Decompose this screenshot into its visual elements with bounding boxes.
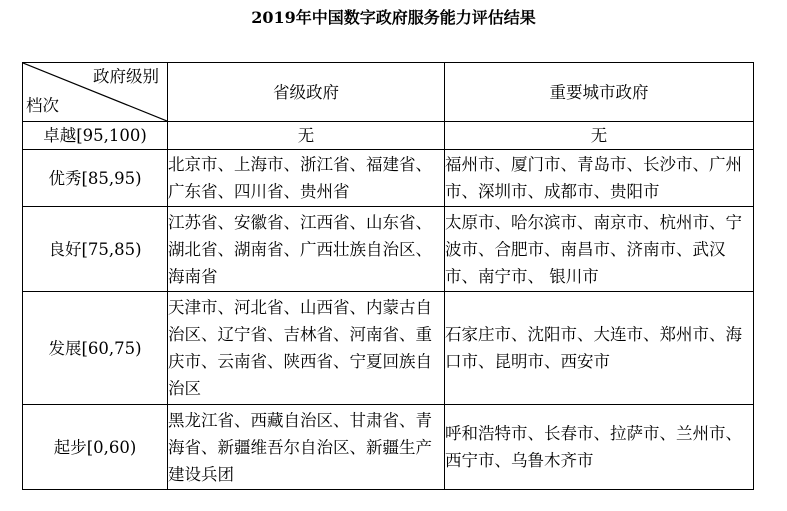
city-cell: 福州市、厦门市、青岛市、长沙市、广州市、深圳市、成都市、贵阳市: [445, 150, 754, 207]
header-province: 省级政府: [168, 63, 445, 122]
tier-label-text: 良好[75,85): [48, 239, 142, 259]
header-row: [23, 63, 754, 122]
tier-label: [23, 122, 168, 150]
table-row: [23, 150, 754, 207]
province-cell: 江苏省、安徽省、江西省、山东省、湖北省、湖南省、广西壮族自治区、海南省: [168, 207, 445, 292]
table-row: [23, 405, 754, 490]
province-cell: 无: [168, 122, 445, 150]
tier-label: [23, 292, 168, 405]
tier-label-text: 起步[0,60): [53, 437, 137, 457]
table-row: [23, 292, 754, 405]
tier-label: [23, 150, 168, 207]
tier-label: [23, 405, 168, 490]
header-tier: 档次: [26, 96, 59, 115]
header-government-level: 政府级别: [93, 67, 159, 86]
city-cell: 太原市、哈尔滨市、南京市、杭州市、宁波市、合肥市、南昌市、济南市、武汉市、南宁市、 银川市: [445, 207, 754, 292]
diagonal-header-cell: [23, 63, 168, 122]
province-cell: 天津市、河北省、山西省、内蒙古自治区、辽宁省、吉林省、河南省、重庆市、云南省、陕西省、宁夏回族自治区: [168, 292, 445, 405]
table-row: [23, 207, 754, 292]
province-cell: 北京市、上海市、浙江省、福建省、广东省、四川省、贵州省: [168, 150, 445, 207]
tier-label-text: 发展[60,75): [48, 338, 142, 358]
document-title: 2019年中国数字政府服务能力评估结果: [251, 8, 536, 27]
table-row: [23, 122, 754, 150]
city-cell: 石家庄市、沈阳市、大连市、郑州市、海口市、昆明市、西安市: [445, 292, 754, 405]
header-city: 重要城市政府: [445, 63, 754, 122]
tier-label-text: 卓越[95,100): [43, 126, 147, 145]
city-cell: 呼和浩特市、长春市、拉萨市、兰州市、西宁市、乌鲁木齐市: [445, 405, 754, 490]
results-table: [22, 62, 754, 490]
city-cell: 无: [445, 122, 754, 150]
tier-label-text: 优秀[85,95): [48, 168, 142, 188]
province-cell: 黑龙江省、西藏自治区、甘肃省、青海省、新疆维吾尔自治区、新疆生产建设兵团: [168, 405, 445, 490]
tier-label: [23, 207, 168, 292]
